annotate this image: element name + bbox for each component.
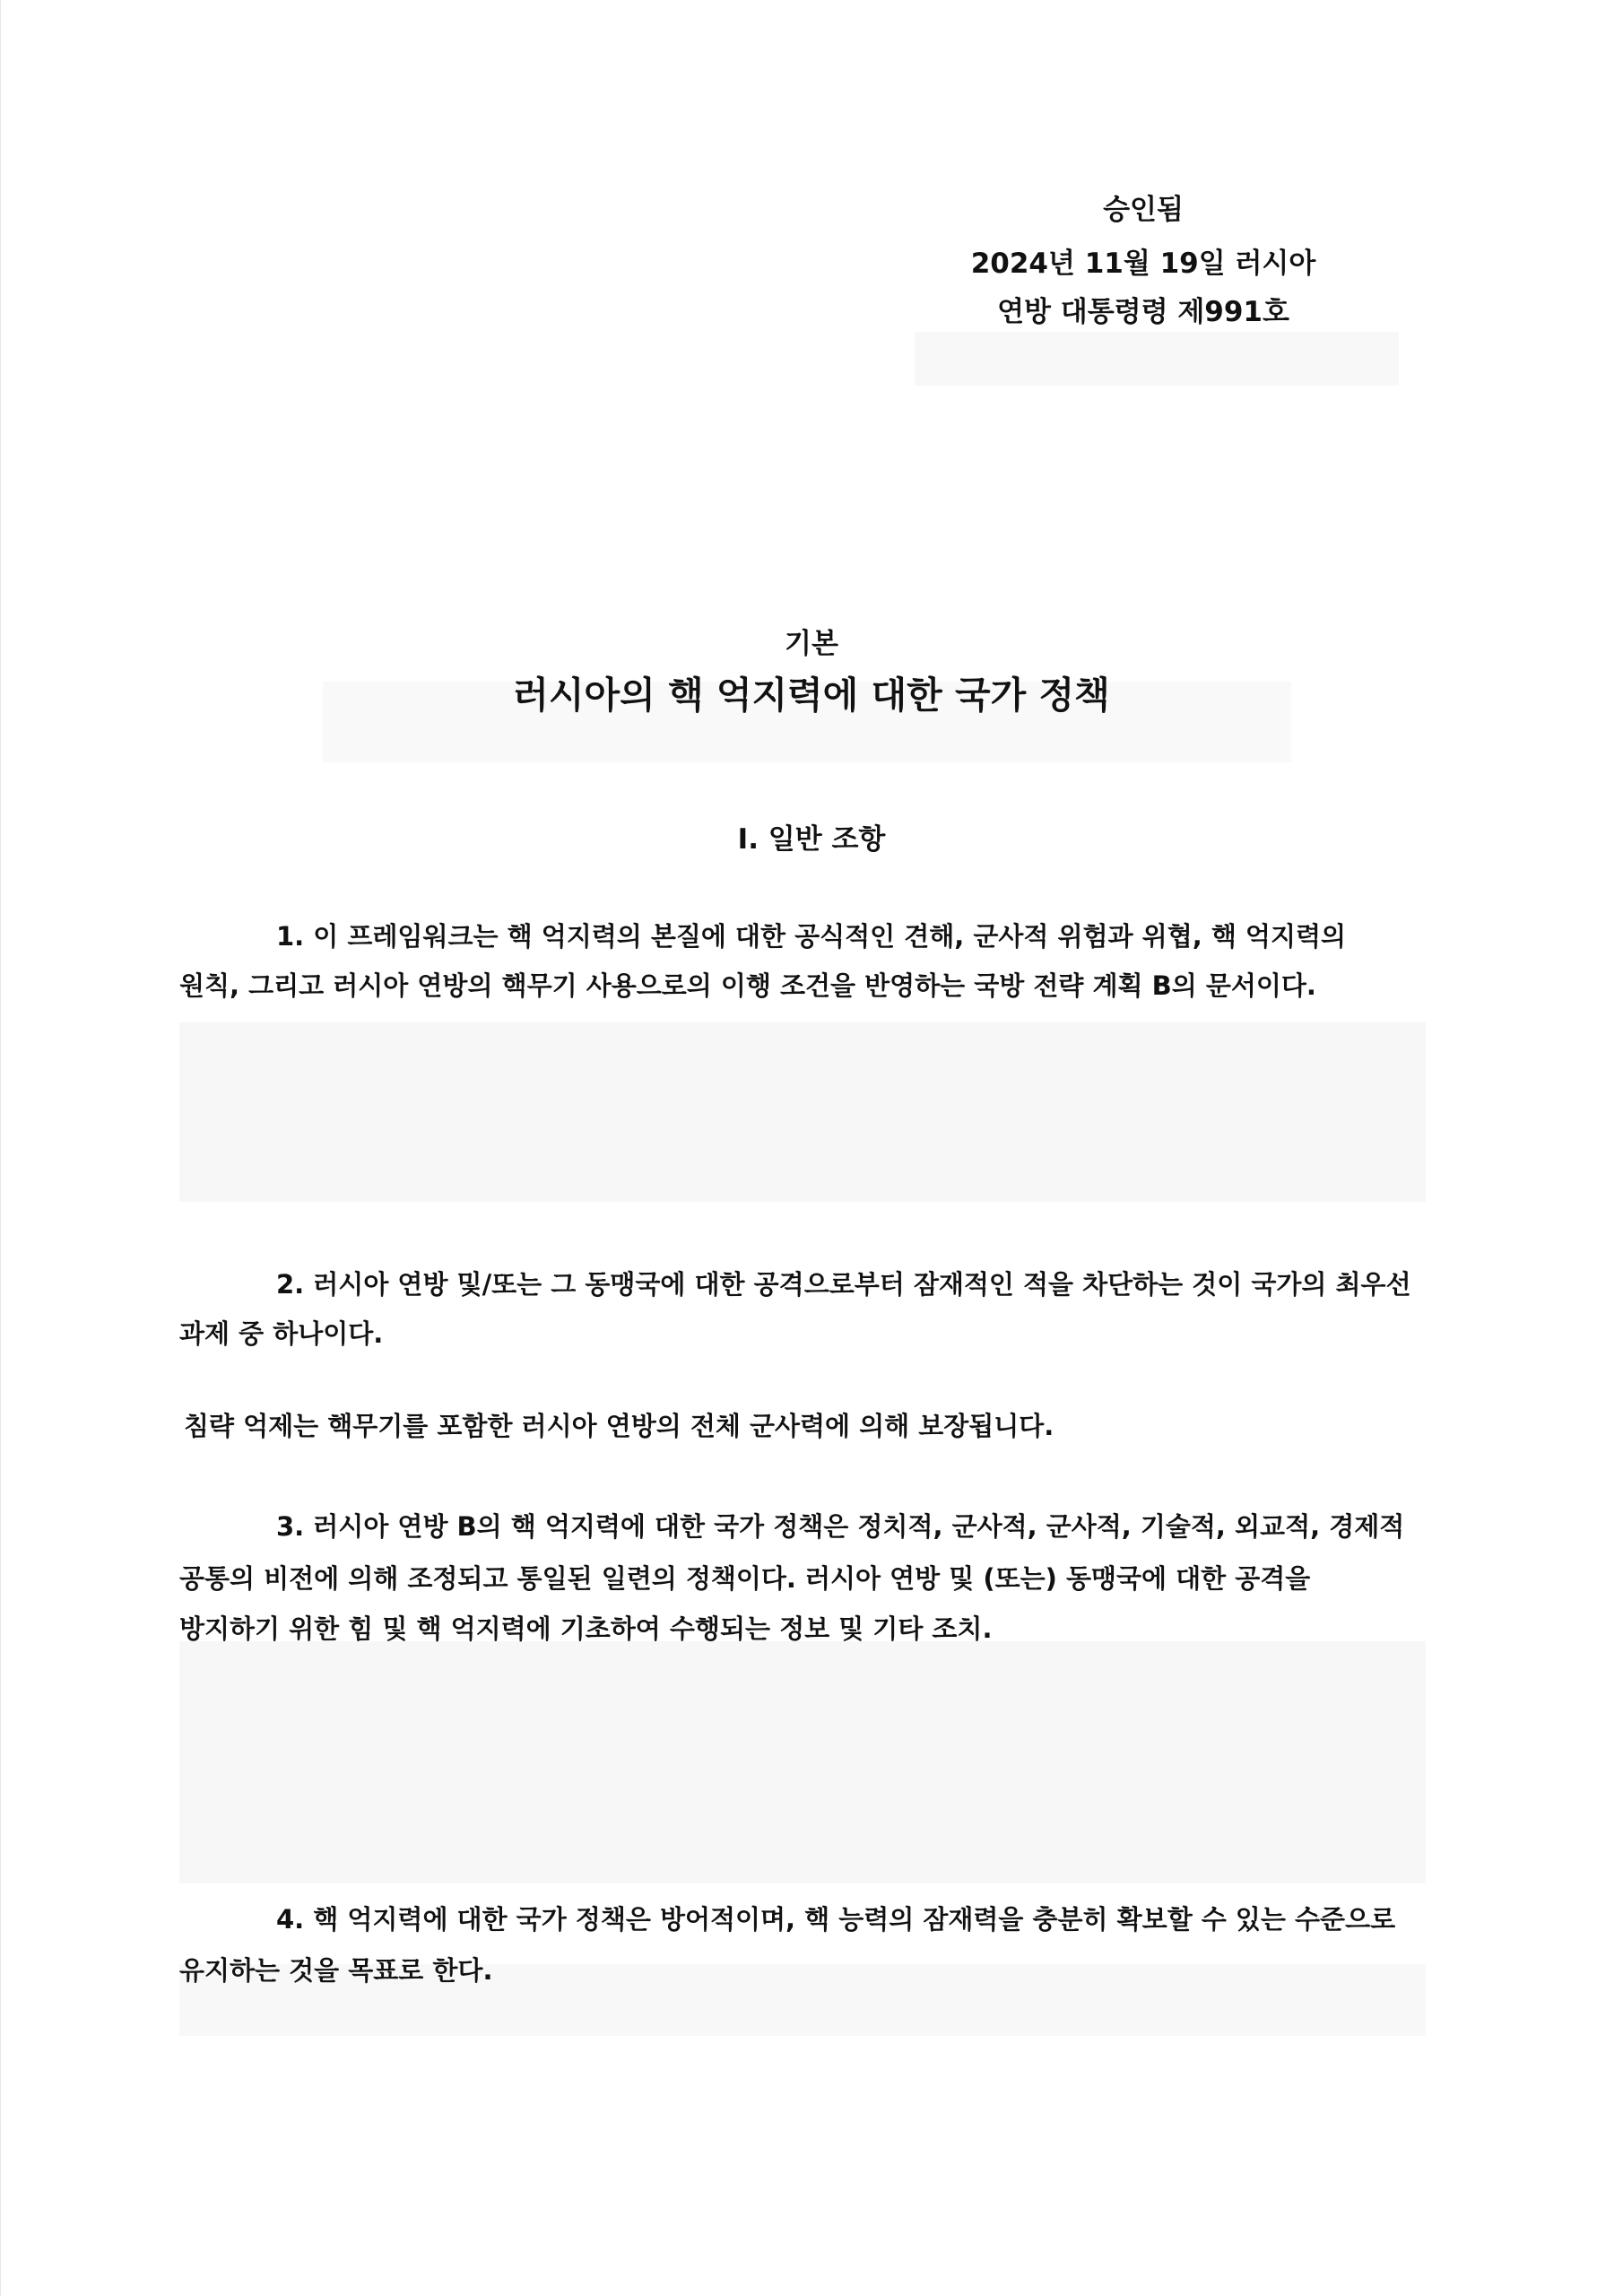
scan-artifact bbox=[915, 332, 1399, 386]
paragraph-2-line-2: 과제 중 하나이다. bbox=[179, 1318, 384, 1349]
paragraph-4-line-2: 유지하는 것을 목표로 한다. bbox=[179, 1955, 493, 1986]
approval-line-1: 승인됨 bbox=[1103, 194, 1184, 226]
document-type: 기본 bbox=[785, 628, 838, 660]
paragraph-3-line-2: 공통의 비전에 의해 조정되고 통일된 일련의 정책이다. 러시아 연방 및 (또는) 동맹국에 대한 공격을 bbox=[179, 1563, 1311, 1594]
scan-artifact bbox=[179, 1022, 1426, 1202]
paragraph-1-line-2: 원칙, 그리고 러시아 연방의 핵무기 사용으로의 이행 조건을 반영하는 국방 전략 계획 B의 문서이다. bbox=[179, 970, 1316, 1001]
approval-line-2: 2024년 11월 19일 러시아 bbox=[970, 248, 1316, 280]
paragraph-1-line-1: 1. 이 프레임워크는 핵 억지력의 본질에 대한 공식적인 견해, 군사적 위험과 위협, 핵 억지력의 bbox=[276, 921, 1346, 952]
paragraph-2b-line-1: 침략 억제는 핵무기를 포함한 러시아 연방의 전체 군사력에 의해 보장됩니다. bbox=[184, 1411, 1055, 1441]
document-title: 러시아의 핵 억지력에 대한 국가 정책 bbox=[513, 674, 1110, 717]
scan-artifact bbox=[179, 1641, 1426, 1883]
section-heading: I. 일반 조항 bbox=[737, 823, 886, 856]
paragraph-4-line-1: 4. 핵 억지력에 대한 국가 정책은 방어적이며, 핵 능력의 잠재력을 충분히 확보할 수 있는 수준으로 bbox=[276, 1904, 1396, 1935]
paragraph-3-line-3: 방지하기 위한 힘 및 핵 억지력에 기초하여 수행되는 정보 및 기타 조치. bbox=[179, 1613, 993, 1644]
approval-line-3: 연방 대통령령 제991호 bbox=[997, 296, 1289, 328]
paragraph-3-line-1: 3. 러시아 연방 B의 핵 억지력에 대한 국가 정책은 정치적, 군사적, 군사적, 기술적, 외교적, 경제적 bbox=[276, 1511, 1405, 1542]
paragraph-2-line-1: 2. 러시아 연방 및/또는 그 동맹국에 대한 공격으로부터 잠재적인 적을 차단하는 것이 국가의 최우선 bbox=[276, 1269, 1411, 1300]
page-edge-shadow bbox=[0, 0, 1, 2296]
